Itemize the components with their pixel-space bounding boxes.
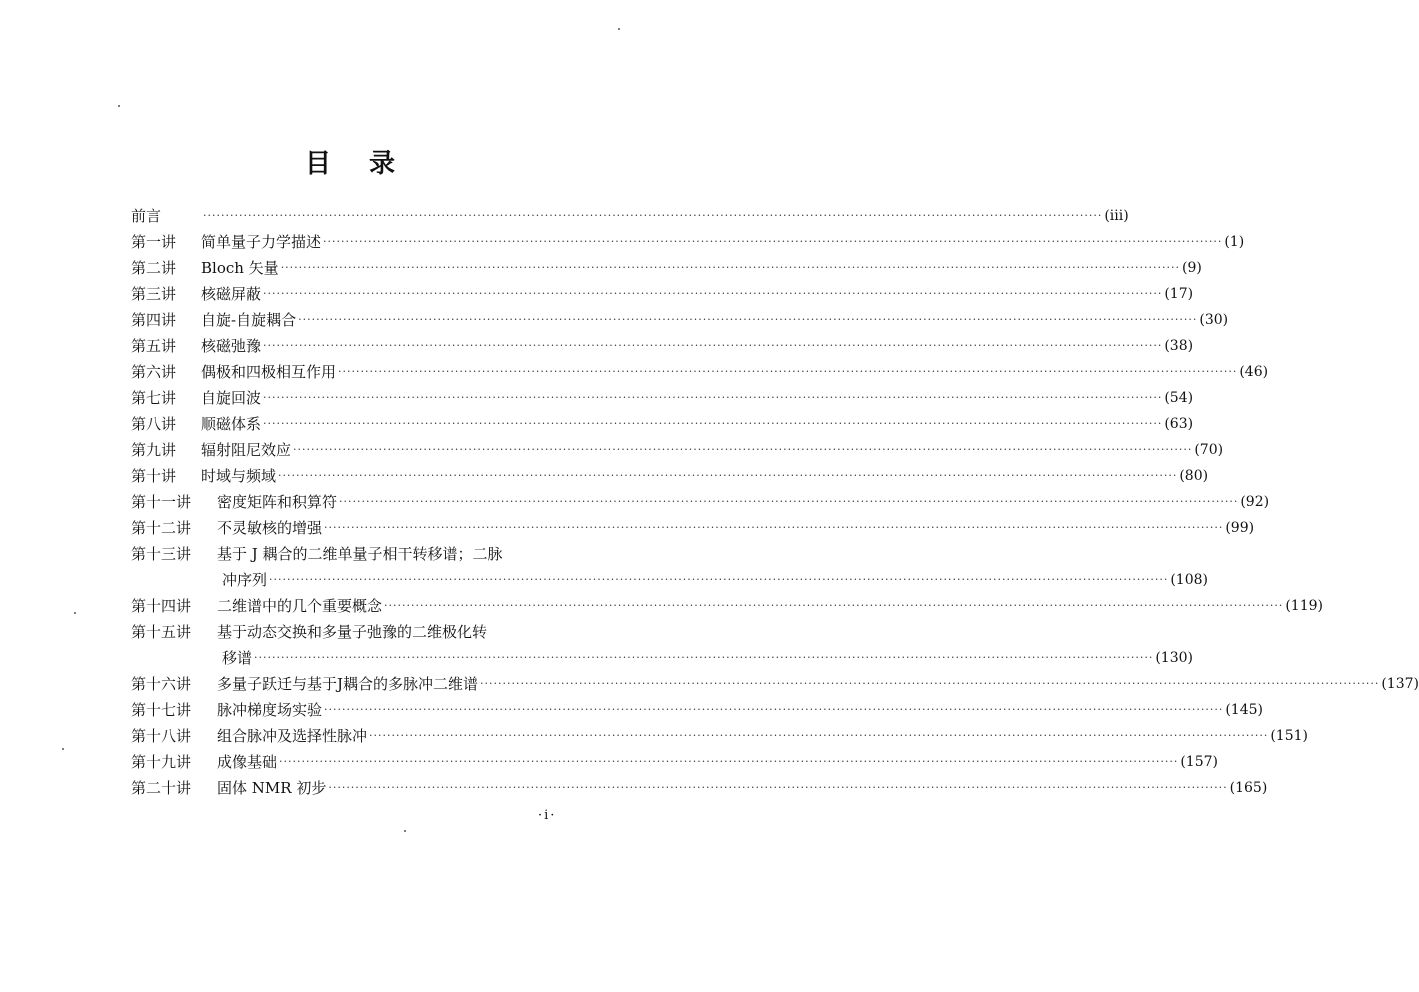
toc-entry-title: 不灵敏核的增强 [217, 519, 323, 537]
scan-speck [118, 105, 120, 107]
toc-entry-title: 成像基础 [217, 753, 278, 771]
table-of-contents [131, 203, 1419, 801]
toc-entry-page: (63) [1164, 416, 1194, 432]
dot-leader: ········································································································································································································ [338, 365, 1238, 378]
toc-entry-label: 第十六讲 [131, 675, 192, 693]
toc-entry-page: (151) [1270, 728, 1308, 744]
toc-entry-title: 自旋-自旋耦合 [201, 311, 297, 329]
toc-entry-label: 第三讲 [131, 285, 177, 303]
toc-entry-page: (46) [1239, 364, 1269, 380]
toc-entry-title: 核磁屏蔽 [201, 285, 262, 303]
toc-entry-title: 偶极和四极相互作用 [201, 363, 337, 381]
dot-leader: ········································································································································································································ [269, 573, 1169, 586]
scan-speck [74, 612, 76, 614]
toc-entry [131, 463, 1209, 489]
toc-entry-label: 第十讲 [131, 467, 177, 485]
toc-entry [131, 749, 1218, 775]
toc-entry-title: Bloch 矢量 [201, 259, 279, 277]
toc-entry-page: (1) [1224, 234, 1245, 250]
dot-leader: ········································································································································································································ [324, 521, 1224, 534]
toc-entry [131, 541, 1208, 593]
dot-leader: ········································································································································································································ [384, 599, 1284, 612]
dot-leader: ········································································································································································································ [323, 235, 1223, 248]
toc-entry-page: (108) [1170, 572, 1208, 588]
toc-entry [131, 281, 1194, 307]
toc-entry-title: 顺磁体系 [201, 415, 262, 433]
toc-entry-label: 第十四讲 [131, 597, 192, 615]
dot-leader: ········································································································································································································ [293, 443, 1193, 456]
toc-entry [131, 489, 1270, 515]
toc-entry-label: 第四讲 [131, 311, 177, 329]
dot-leader: ········································································································································································································ [480, 677, 1380, 690]
scan-speck [404, 830, 406, 832]
toc-entry-title: 核磁弛豫 [201, 337, 262, 355]
page-title: 目录 [304, 149, 433, 179]
toc-entry-page: (30) [1199, 312, 1229, 328]
toc-entry [131, 255, 1202, 281]
toc-entry-title: 二维谱中的几个重要概念 [217, 597, 383, 615]
toc-entry-page: (92) [1240, 494, 1270, 510]
toc-entry-label: 第二十讲 [131, 779, 192, 797]
toc-entry-label: 第一讲 [131, 233, 177, 251]
toc-entry [131, 619, 1193, 671]
dot-leader: ········································································································································································································ [263, 417, 1163, 430]
dot-leader: ········································································································································································································ [324, 703, 1224, 716]
toc-entry-page: (iii) [1104, 208, 1129, 224]
dot-leader: ········································································································································································································ [203, 209, 1103, 222]
toc-entry-page: (9) [1182, 260, 1202, 276]
toc-entry-title: 辐射阻尼效应 [201, 441, 292, 459]
toc-entry-page: (165) [1229, 780, 1268, 796]
toc-entry-title: 移谱 [222, 649, 253, 667]
toc-entry-title: 脉冲梯度场实验 [217, 701, 323, 719]
dot-leader: ········································································································································································································ [263, 287, 1163, 300]
toc-entry-page: (17) [1164, 286, 1194, 302]
toc-entry [131, 437, 1224, 463]
toc-entry-page: (119) [1285, 598, 1323, 614]
toc-entry-title: 基于 J 耦合的二维单量子相干转移谱；二脉 [217, 545, 503, 563]
toc-entry-page: (70) [1194, 442, 1224, 458]
toc-entry-title: 组合脉冲及选择性脉冲 [217, 727, 368, 745]
dot-leader: ········································································································································································································ [328, 781, 1228, 794]
toc-entry-label: 第十八讲 [131, 727, 192, 745]
toc-entry [131, 333, 1194, 359]
toc-entry-label: 第二讲 [131, 259, 177, 277]
toc-entry [131, 385, 1194, 411]
toc-entry-page: (80) [1179, 468, 1209, 484]
page-folio: ·i· [538, 808, 557, 823]
toc-entry [131, 697, 1263, 723]
toc-entry-label: 前言 [131, 207, 162, 225]
toc-entry-page: (38) [1164, 338, 1194, 354]
toc-entry [131, 515, 1255, 541]
toc-entry-label: 第六讲 [131, 363, 177, 381]
toc-entry-label: 第七讲 [131, 389, 177, 407]
toc-entry-title: 固体 NMR 初步 [217, 779, 327, 797]
toc-entry-label: 第十九讲 [131, 753, 192, 771]
toc-entry-label: 第九讲 [131, 441, 177, 459]
toc-entry-title: 自旋回波 [201, 389, 262, 407]
toc-entry [131, 229, 1245, 255]
dot-leader: ········································································································································································································ [279, 755, 1179, 768]
dot-leader: ········································································································································································································ [254, 651, 1154, 664]
toc-entry [131, 411, 1194, 437]
toc-entry-page: (54) [1164, 390, 1194, 406]
scan-speck [618, 28, 620, 30]
toc-entry-title: 时域与频域 [201, 467, 277, 485]
toc-entry-label: 第十一讲 [131, 493, 192, 511]
toc-entry-page: (99) [1225, 520, 1255, 536]
toc-entry-page: (145) [1225, 702, 1263, 718]
toc-entry-page: (130) [1155, 650, 1193, 666]
toc-entry-label: 第十三讲 [131, 545, 192, 563]
dot-leader: ········································································································································································································ [298, 313, 1198, 326]
toc-entry [131, 723, 1308, 749]
scan-speck [62, 748, 64, 750]
toc-entry [131, 671, 1419, 697]
toc-entry-label: 第十五讲 [131, 623, 192, 641]
dot-leader: ········································································································································································································ [369, 729, 1269, 742]
dot-leader: ········································································································································································································ [339, 495, 1239, 508]
dot-leader: ········································································································································································································ [263, 339, 1163, 352]
toc-entry-label: 第十七讲 [131, 701, 192, 719]
toc-entry-label: 第八讲 [131, 415, 177, 433]
toc-entry [131, 775, 1268, 801]
toc-entry [131, 593, 1323, 619]
toc-entry-title: 多量子跃迁与基于J耦合的多脉冲二维谱 [217, 675, 479, 693]
dot-leader: ········································································································································································································ [278, 469, 1178, 482]
toc-entry-title: 基于动态交换和多量子弛豫的二维极化转 [217, 623, 488, 641]
toc-entry [131, 307, 1229, 333]
toc-entry-page: (157) [1180, 754, 1218, 770]
dot-leader: ········································································································································································································ [280, 261, 1181, 274]
toc-entry-title: 密度矩阵和积算符 [217, 493, 338, 511]
toc-entry-label: 第五讲 [131, 337, 177, 355]
dot-leader: ········································································································································································································ [263, 391, 1163, 404]
toc-entry-label: 第十二讲 [131, 519, 192, 537]
toc-entry-title: 简单量子力学描述 [201, 233, 322, 251]
toc-entry-title: 冲序列 [222, 571, 268, 589]
toc-entry [131, 359, 1269, 385]
toc-entry-page: (137) [1381, 676, 1419, 692]
toc-entry [131, 203, 1129, 229]
